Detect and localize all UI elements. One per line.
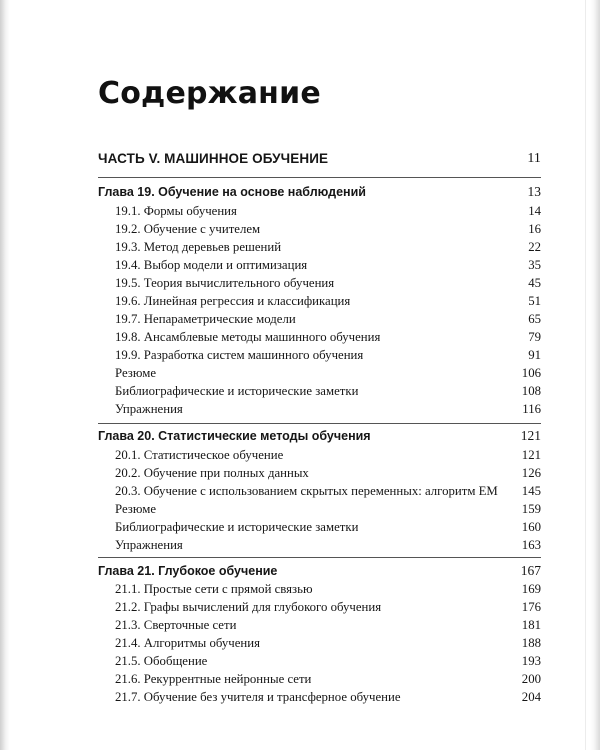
toc-section[interactable] xyxy=(115,580,541,598)
toc-section-label: 19.8. Ансамблевые методы машинного обучения xyxy=(115,330,381,344)
toc-section-label: 21.5. Обобщение xyxy=(115,654,208,668)
toc-section-page: 79 xyxy=(528,330,541,344)
toc-section[interactable] xyxy=(115,634,541,652)
toc-section-label: Упражнения xyxy=(115,538,183,552)
toc-section[interactable] xyxy=(115,364,541,382)
toc-section-page: 163 xyxy=(521,538,541,552)
toc-section-page: 169 xyxy=(521,582,541,596)
toc-section-page: 176 xyxy=(521,600,541,614)
toc-section-page: 159 xyxy=(521,502,541,516)
toc-chapter-page: 13 xyxy=(527,184,541,199)
toc-chapter-20[interactable] xyxy=(98,427,541,445)
page-edge-right xyxy=(590,0,600,750)
toc-part-label: ЧАСТЬ V. МАШИННОЕ ОБУЧЕНИЕ xyxy=(98,151,329,166)
toc-section[interactable] xyxy=(115,518,541,536)
toc-chapter-21[interactable] xyxy=(98,562,541,580)
toc-section-label: 19.5. Теория вычислительного обучения xyxy=(115,276,335,290)
toc-section[interactable] xyxy=(115,536,541,554)
toc-section[interactable] xyxy=(115,652,541,670)
page-title: Содержание xyxy=(98,76,321,111)
toc-section-label: 19.2. Обучение с учителем xyxy=(115,222,261,236)
toc-section-label: 21.6. Рекуррентные нейронные сети xyxy=(115,672,312,686)
toc-section[interactable] xyxy=(115,688,541,706)
toc-section[interactable] xyxy=(115,220,541,238)
toc-section-page: 188 xyxy=(521,636,541,650)
divider xyxy=(98,423,541,424)
toc-section-page: 106 xyxy=(521,366,541,380)
toc-section-page: 14 xyxy=(528,204,541,218)
toc-section[interactable] xyxy=(115,400,541,418)
toc-chapter-label: Глава 20. Статистические методы обучения xyxy=(98,429,371,443)
page-edge-left xyxy=(0,0,10,750)
toc-section-page: 145 xyxy=(521,484,541,498)
toc-chapter-page: 121 xyxy=(520,428,541,443)
toc-section-page: 16 xyxy=(528,222,541,236)
toc-section-page: 45 xyxy=(528,276,541,290)
toc-chapter-label: Глава 21. Глубокое обучение xyxy=(98,564,278,578)
toc-section-label: 19.1. Формы обучения xyxy=(115,204,237,218)
toc-section-label: Упражнения xyxy=(115,402,183,416)
toc-section[interactable] xyxy=(115,238,541,256)
toc-section[interactable] xyxy=(115,616,541,634)
toc-section-page: 35 xyxy=(528,258,541,272)
toc-section[interactable] xyxy=(115,328,541,346)
toc-section-page: 181 xyxy=(521,618,541,632)
toc-section-page: 65 xyxy=(528,312,541,326)
toc-section[interactable] xyxy=(115,292,541,310)
toc-section-label: 20.2. Обучение при полных данных xyxy=(115,466,309,480)
divider xyxy=(98,557,541,558)
toc-section-label: Библиографические и исторические заметки xyxy=(115,520,359,534)
toc-part[interactable] xyxy=(98,150,541,168)
toc-section[interactable] xyxy=(115,346,541,364)
toc-section[interactable] xyxy=(115,202,541,220)
toc-section-page: 121 xyxy=(521,448,541,462)
toc-section[interactable] xyxy=(115,256,541,274)
toc-section-label: 19.4. Выбор модели и оптимизация xyxy=(115,258,308,272)
toc-section-page: 116 xyxy=(522,402,541,416)
toc-section[interactable] xyxy=(115,274,541,292)
toc-section-label: 19.3. Метод деревьев решений xyxy=(115,240,282,254)
toc-section[interactable] xyxy=(115,482,541,500)
toc-section-label: Резюме xyxy=(115,502,157,516)
toc-section-page: 126 xyxy=(521,466,541,480)
toc-chapter-label: Глава 19. Обучение на основе наблюдений xyxy=(98,185,366,199)
page-edge-right-line xyxy=(585,0,586,750)
toc-section-page: 108 xyxy=(521,384,541,398)
toc-section-label: 20.1. Статистическое обучение xyxy=(115,448,284,462)
toc-section-label: 21.1. Простые сети с прямой связью xyxy=(115,582,313,596)
toc-section-label: 21.3. Сверточные сети xyxy=(115,618,237,632)
toc-section[interactable] xyxy=(115,670,541,688)
toc-section-page: 200 xyxy=(521,672,541,686)
toc-section-label: Резюме xyxy=(115,366,157,380)
toc-section-label: 20.3. Обучение с использованием скрытых переменных: алгоритм ЕМ xyxy=(115,484,498,498)
toc-section[interactable] xyxy=(115,310,541,328)
toc-section-label: 19.7. Непараметрические модели xyxy=(115,312,296,326)
toc-chapter-page: 167 xyxy=(520,563,541,578)
toc-section-label: 21.7. Обучение без учителя и трансферное обучение xyxy=(115,690,401,704)
toc-chapter-19[interactable] xyxy=(98,183,541,201)
toc-section-page: 91 xyxy=(528,348,541,362)
toc-section-page: 204 xyxy=(521,690,541,704)
divider xyxy=(98,177,541,178)
toc-section-label: 21.4. Алгоритмы обучения xyxy=(115,636,261,650)
toc-section[interactable] xyxy=(115,382,541,400)
toc-section-label: 19.6. Линейная регрессия и классификация xyxy=(115,294,351,308)
toc-section[interactable] xyxy=(115,500,541,518)
toc-section[interactable] xyxy=(115,464,541,482)
toc-section-label: Библиографические и исторические заметки xyxy=(115,384,359,398)
toc-section[interactable] xyxy=(115,598,541,616)
toc-section-page: 22 xyxy=(528,240,541,254)
toc-section[interactable] xyxy=(115,446,541,464)
toc-section-label: 19.9. Разработка систем машинного обучения xyxy=(115,348,364,362)
toc-section-page: 51 xyxy=(528,294,541,308)
toc-part-page: 11 xyxy=(527,151,541,166)
toc-section-page: 193 xyxy=(521,654,541,668)
toc-section-label: 21.2. Графы вычислений для глубокого обучения xyxy=(115,600,382,614)
toc-section-page: 160 xyxy=(521,520,541,534)
